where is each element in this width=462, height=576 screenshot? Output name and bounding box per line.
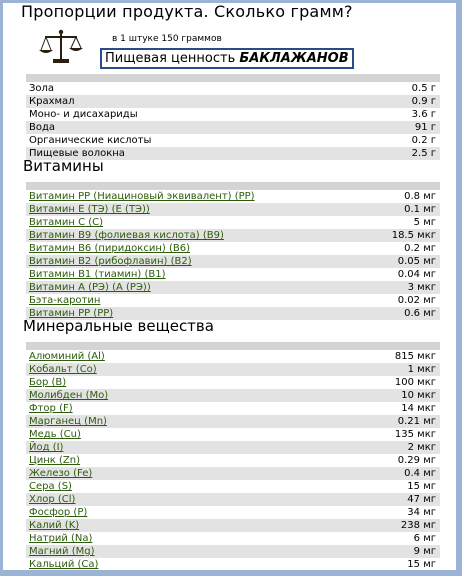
nutrient-name: Моно- и дисахариды bbox=[29, 109, 138, 120]
nutrient-amount: 0.2 мг bbox=[404, 243, 436, 254]
nutrient-link[interactable]: Медь (Cu) bbox=[29, 429, 81, 440]
nutrient-link[interactable]: Витамин Е (ТЭ) (Е (ТЭ)) bbox=[29, 204, 150, 215]
nutrient-link[interactable]: Бор (B) bbox=[29, 377, 67, 388]
table-header-bar bbox=[26, 342, 440, 350]
nutrient-link[interactable]: Железо (Fe) bbox=[29, 468, 93, 479]
nutrient-amount: 0.04 мг bbox=[397, 269, 436, 280]
table-row bbox=[26, 203, 440, 216]
nutrient-link[interactable]: Фтор (F) bbox=[29, 403, 73, 414]
nutrient-amount: 47 мг bbox=[407, 494, 436, 505]
table-row bbox=[26, 229, 440, 242]
table-row bbox=[26, 95, 440, 108]
table-row bbox=[26, 493, 440, 506]
portion-weight: в 1 штуке 150 граммов bbox=[112, 34, 222, 44]
nutrient-link[interactable]: Витамин А (РЭ) (А (РЭ)) bbox=[29, 282, 151, 293]
table-row bbox=[26, 108, 440, 121]
nutrient-amount: 0.6 мг bbox=[404, 308, 436, 319]
table-row bbox=[26, 467, 440, 480]
nutrient-amount: 238 мг bbox=[400, 520, 436, 531]
nutrient-name: Крахмал bbox=[29, 96, 75, 107]
nutrient-link[interactable]: Витамин В6 (пиридоксин) (В6) bbox=[29, 243, 190, 254]
nutrient-amount: 91 г bbox=[414, 122, 436, 133]
nutrient-amount: 15 мг bbox=[407, 481, 436, 492]
nutrient-link[interactable]: Витамин В9 (фолиевая кислота) (В9) bbox=[29, 230, 224, 241]
table-row bbox=[26, 480, 440, 493]
nutrient-amount: 0.9 г bbox=[411, 96, 436, 107]
table-header-bar bbox=[26, 74, 440, 82]
nutrient-amount: 14 мкг bbox=[401, 403, 436, 414]
nutrient-amount: 5 мг bbox=[413, 217, 436, 228]
table-row bbox=[26, 441, 440, 454]
minerals-table bbox=[26, 342, 440, 571]
nutrient-link[interactable]: Кобальт (Co) bbox=[29, 364, 97, 375]
table-row bbox=[26, 281, 440, 294]
table-row bbox=[26, 121, 440, 134]
nutrient-name: Органические кислоты bbox=[29, 135, 152, 146]
nutrition-value-header bbox=[100, 48, 354, 69]
table-row bbox=[26, 519, 440, 532]
nutrient-amount: 0.2 г bbox=[411, 135, 436, 146]
table-row bbox=[26, 415, 440, 428]
table-row bbox=[26, 532, 440, 545]
nutrient-amount: 0.21 мг bbox=[397, 416, 436, 427]
nutrient-amount: 0.4 мг bbox=[404, 468, 436, 479]
page-title: Пропорции продукта. Сколько грамм? bbox=[21, 2, 353, 21]
nutrient-link[interactable]: Витамин С (С) bbox=[29, 217, 104, 228]
nutrient-amount: 815 мкг bbox=[394, 351, 436, 362]
nutrient-link[interactable]: Йод (I) bbox=[29, 442, 64, 453]
nutrient-link[interactable]: Марганец (Mn) bbox=[29, 416, 107, 427]
nutrient-amount: 0.05 мг bbox=[397, 256, 436, 267]
nutrient-amount: 18.5 мкг bbox=[391, 230, 436, 241]
nutrient-link[interactable]: Цинк (Zn) bbox=[29, 455, 81, 466]
nutrient-amount: 6 мг bbox=[413, 533, 436, 544]
nutrition-header-prefix: Пищевая ценность bbox=[105, 51, 236, 66]
nutrient-name: Пищевые волокна bbox=[29, 148, 125, 159]
product-name: БАКЛАЖАНОВ bbox=[239, 51, 349, 66]
nutrient-link[interactable]: Сера (S) bbox=[29, 481, 72, 492]
nutrient-amount: 2.5 г bbox=[411, 148, 436, 159]
vitamins-heading: Витамины bbox=[23, 157, 104, 175]
nutrient-name: Вода bbox=[29, 122, 56, 133]
table-row bbox=[26, 216, 440, 229]
table-row bbox=[26, 545, 440, 558]
nutrient-link[interactable]: Витамин В1 (тиамин) (В1) bbox=[29, 269, 166, 280]
nutrient-link[interactable]: Витамин В2 (рибофлавин) (В2) bbox=[29, 256, 192, 267]
composition-table bbox=[26, 74, 440, 160]
nutrient-amount: 3 мкг bbox=[407, 282, 436, 293]
nutrient-link[interactable]: Калий (K) bbox=[29, 520, 80, 531]
nutrient-link[interactable]: Магний (Mg) bbox=[29, 546, 95, 557]
table-row bbox=[26, 268, 440, 281]
table-row bbox=[26, 255, 440, 268]
nutrient-amount: 0.02 мг bbox=[397, 295, 436, 306]
nutrient-link[interactable]: Натрий (Na) bbox=[29, 533, 93, 544]
vitamins-table bbox=[26, 182, 440, 320]
nutrient-amount: 0.5 г bbox=[411, 83, 436, 94]
nutrient-amount: 1 мкг bbox=[407, 364, 436, 375]
table-row bbox=[26, 454, 440, 467]
table-row bbox=[26, 134, 440, 147]
nutrient-link[interactable]: Алюминий (Al) bbox=[29, 351, 105, 362]
nutrient-amount: 0.8 мг bbox=[404, 191, 436, 202]
table-header-bar bbox=[26, 182, 440, 190]
nutrient-amount: 135 мкг bbox=[394, 429, 436, 440]
nutrient-link[interactable]: Витамин PP (Ниациновый эквивалент) (PP) bbox=[29, 191, 255, 202]
nutrient-amount: 0.29 мг bbox=[397, 455, 436, 466]
table-row bbox=[26, 190, 440, 203]
nutrient-link[interactable]: Витамин PP (PP) bbox=[29, 308, 114, 319]
minerals-heading: Минеральные вещества bbox=[23, 317, 214, 335]
nutrient-name: Зола bbox=[29, 83, 55, 94]
table-row bbox=[26, 389, 440, 402]
nutrient-link[interactable]: Кальций (Ca) bbox=[29, 559, 99, 570]
nutrient-amount: 3.6 г bbox=[411, 109, 436, 120]
nutrient-link[interactable]: Бэта-каротин bbox=[29, 295, 101, 306]
table-row bbox=[26, 428, 440, 441]
scales-icon bbox=[38, 28, 84, 64]
nutrient-amount: 9 мг bbox=[413, 546, 436, 557]
nutrient-link[interactable]: Фосфор (P) bbox=[29, 507, 88, 518]
table-row bbox=[26, 350, 440, 363]
nutrient-link[interactable]: Хлор (Cl) bbox=[29, 494, 76, 505]
nutrient-amount: 2 мкг bbox=[407, 442, 436, 453]
table-row bbox=[26, 402, 440, 415]
table-row bbox=[26, 506, 440, 519]
nutrient-link[interactable]: Молибден (Mo) bbox=[29, 390, 109, 401]
nutrient-amount: 34 мг bbox=[407, 507, 436, 518]
table-row bbox=[26, 294, 440, 307]
table-row bbox=[26, 242, 440, 255]
nutrient-amount: 100 мкг bbox=[394, 377, 436, 388]
nutrient-amount: 15 мг bbox=[407, 559, 436, 570]
table-row bbox=[26, 376, 440, 389]
table-row bbox=[26, 363, 440, 376]
table-row bbox=[26, 82, 440, 95]
table-row bbox=[26, 558, 440, 571]
nutrient-amount: 10 мкг bbox=[401, 390, 436, 401]
nutrient-amount: 0.1 мг bbox=[404, 204, 436, 215]
